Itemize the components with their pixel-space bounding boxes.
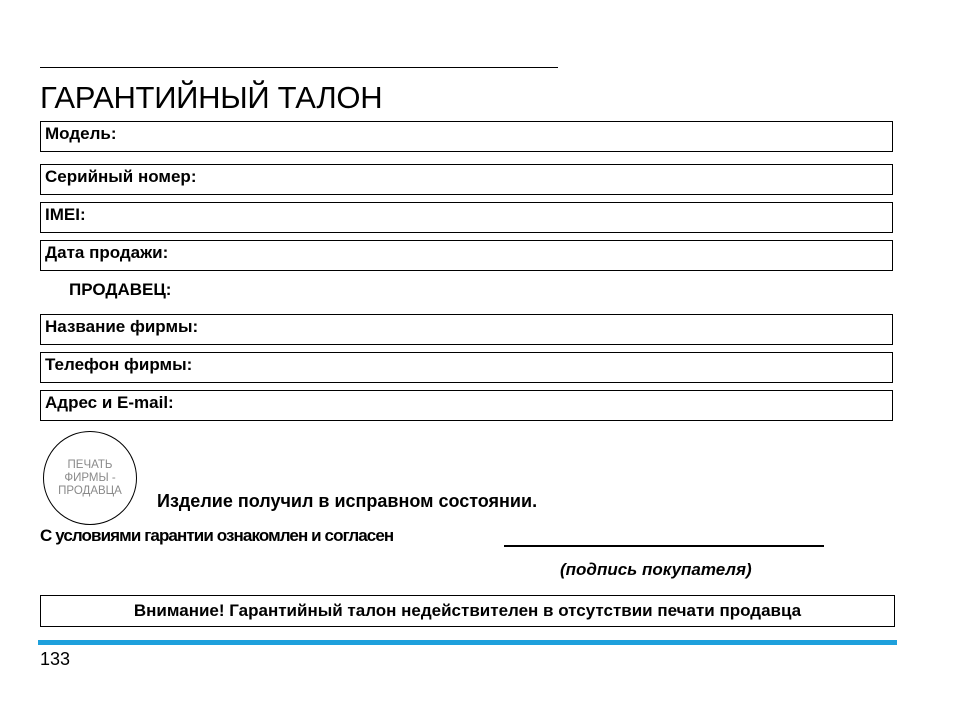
page-title: ГАРАНТИЙНЫЙ ТАЛОН bbox=[40, 80, 383, 115]
agreement-statement: С условиями гарантии ознакомлен и согласен bbox=[40, 526, 394, 545]
model-label: Модель: bbox=[45, 124, 117, 143]
address-email-field[interactable] bbox=[40, 390, 893, 421]
seller-stamp-area bbox=[43, 431, 137, 525]
company-phone-field[interactable] bbox=[40, 352, 893, 383]
signature-caption: (подпись покупателя) bbox=[560, 560, 752, 579]
warning-notice-box bbox=[40, 595, 895, 627]
imei-label: IMEI: bbox=[45, 205, 86, 224]
footer-accent-bar bbox=[38, 640, 897, 645]
company-name-label: Название фирмы: bbox=[45, 317, 199, 336]
serial-number-field[interactable] bbox=[40, 164, 893, 195]
address-email-label: Адрес и E-mail: bbox=[45, 393, 174, 412]
warning-notice: Внимание! Гарантийный талон недействителен в отсутствии печати продавца bbox=[133, 601, 802, 620]
received-statement: Изделие получил в исправном состоянии. bbox=[157, 491, 538, 511]
imei-field[interactable] bbox=[40, 202, 893, 233]
page-number: 133 bbox=[40, 649, 71, 669]
company-phone-label: Телефон фирмы: bbox=[45, 355, 193, 374]
sale-date-label: Дата продажи: bbox=[45, 243, 169, 262]
serial-number-label: Серийный номер: bbox=[45, 167, 197, 186]
company-name-field[interactable] bbox=[40, 314, 893, 345]
top-rule bbox=[40, 67, 558, 68]
stamp-label: ПЕЧАТЬ ФИРМЫ - ПРОДАВЦА bbox=[58, 458, 122, 497]
sale-date-field[interactable] bbox=[40, 240, 893, 271]
signature-line[interactable] bbox=[504, 545, 824, 547]
model-field[interactable] bbox=[40, 121, 893, 152]
seller-heading: ПРОДАВЕЦ: bbox=[69, 280, 172, 299]
